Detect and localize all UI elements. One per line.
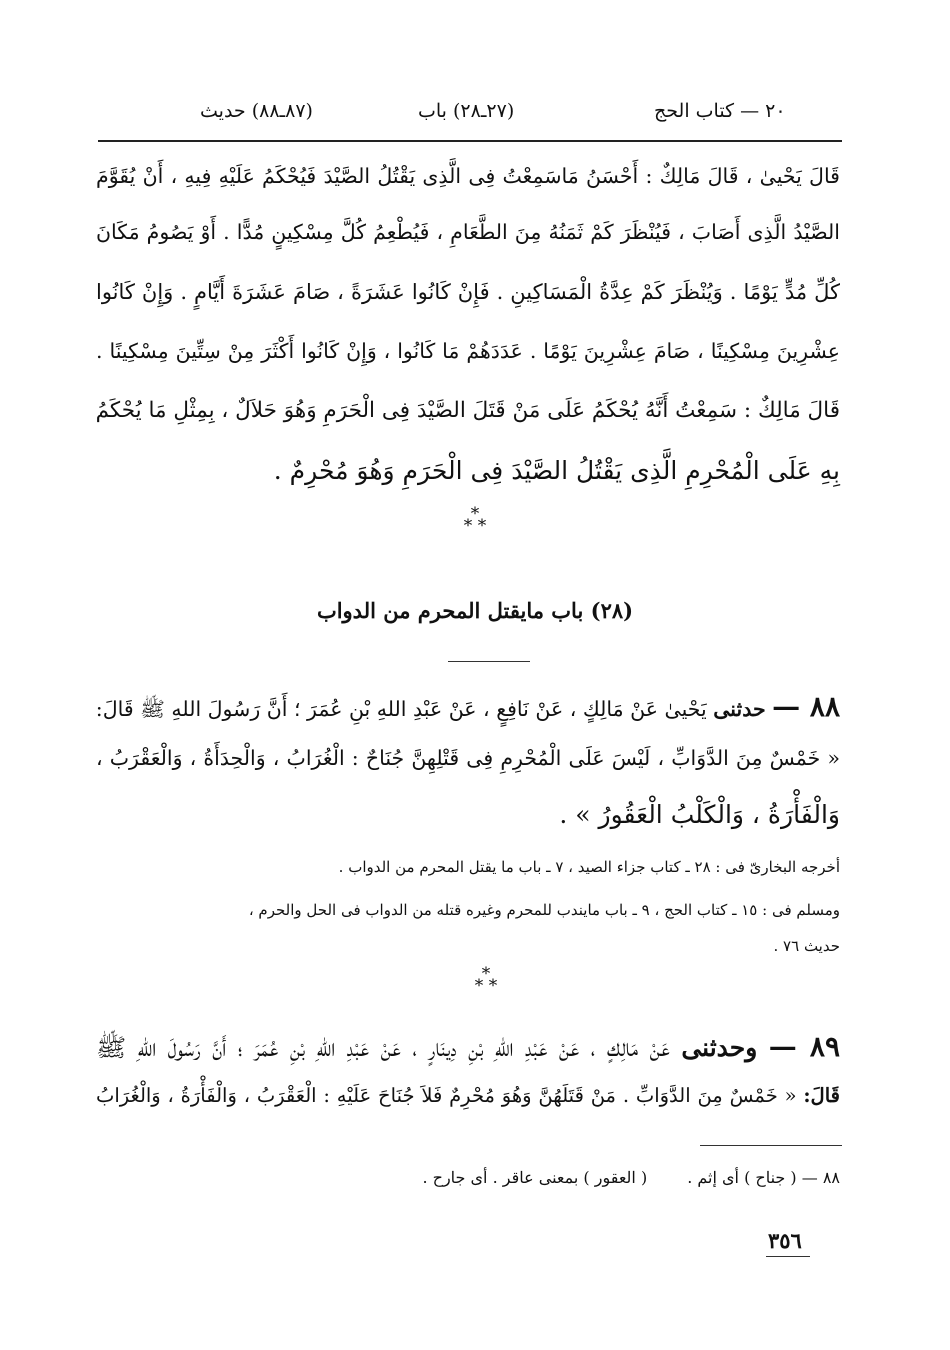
footnote xyxy=(422,1168,840,1187)
hadith-89-qala: قَالَ: xyxy=(803,1084,840,1107)
running-header-left: (٨٧ـ٨٨) حديث xyxy=(200,100,313,122)
page-number: ٣٥٦ xyxy=(768,1228,802,1253)
hadith-89-line-2 xyxy=(96,1084,840,1107)
takhrij-muslim-hadith-no: حديث ٧٦ . xyxy=(773,937,840,955)
running-header-center: (٢٧ـ٢٨) باب xyxy=(418,100,515,122)
hadith-88-isnad: يَحْيىٰ عَنْ مَالِكٍ ، عَنْ نَافِعٍ ، عَنْ عَبْدِ اللهِ بْنِ عُمَرَ ؛ أَنَّ رَسُولَ اللهِ ﷺ قَالَ: xyxy=(95,697,707,721)
hadith-89-matn: « خَمْسٌ مِنَ الدَّوَابِّ . مَنْ قَتَلَهُنَّ وَهُوَ مُحْرِمٌ فَلاَ جُنَاحَ عَلَيْهِ : الْعَقْرَبُ ، وَالْفَأْرَةُ ، وَالْغُرَابُ xyxy=(96,1084,797,1107)
footnote-janah: ٨٨ — ( جناح ) أى إثم . xyxy=(687,1168,840,1187)
chapter-title: (٢٨) باب مايقتل المحرم من الدواب xyxy=(316,598,634,623)
intro-line-2: الصَّيْدُ الَّذِى أَصَابَ ، فَيُنْظَرَ كَمْ ثَمَنُهُ مِنَ الطَّعَامِ ، فَيُطْعِمُ كُلَّ مِسْكِينٍ مُدًّا . أَوْ يَصُومُ مَكَانَ xyxy=(96,220,840,244)
hadith-89-isnad: عَنْ مَالِكٍ ، عَنْ عَبْدِ اللهِ بْنِ دِينَارٍ ، عَنْ عَبْدِ اللهِ بْنِ عُمَرَ ؛ أَنَّ رَسُولَ اللهِ ﷺ xyxy=(96,1033,670,1062)
hadith-88-lead-word: حدثنى xyxy=(713,697,766,721)
hadith-88-number: ٨٨ — xyxy=(772,690,840,723)
intro-line-3: كُلِّ مُدٍّ يَوْمًا . وَيُنْظَرَ كَمْ عِدَّةُ الْمَسَاكِينِ . فَإِنْ كَانُوا عَشَرَةً ، صَامَ عَشَرَةَ أَيَّامٍ . وَإِنْ كَانُوا xyxy=(96,280,840,304)
takhrij-muslim: ومسلم فى : ١٥ ـ كتاب الحج ، ٩ ـ باب مايندب للمحرم وغيره قتله من الدواب فى الحل والحرم ، xyxy=(248,901,840,919)
chapter-title-rule xyxy=(448,661,530,662)
hadith-89-line-1 xyxy=(96,1030,840,1069)
hadith-88-line-2: « خَمْسٌ مِنَ الدَّوَابِّ ، لَيْسَ عَلَى الْمُحْرِمِ فِى قَتْلِهِنَّ جُنَاحٌ : الْغُرَابُ ، وَالْحِدَأَةُ ، وَالْعَقْرَبُ ، xyxy=(96,746,840,770)
takhrij-bukhari: أخرجه البخارىّ فى : ٢٨ ـ كتاب جزاء الصيد ، ٧ ـ باب ما يقتل المحرم من الدواب . xyxy=(338,858,840,876)
hadith-89-lead-word: وحدثنى xyxy=(681,1033,758,1062)
intro-line-5: قَالَ مَالِكٌ : سَمِعْتُ أَنَّهُ يُحْكَمُ عَلَى مَنْ قَتَلَ الصَّيْدَ فِى الْحَرَمِ وَهُوَ حَلاَلٌ ، بِمِثْلِ مَا يُحْكَمُ xyxy=(95,398,840,423)
hadith-88-line-1 xyxy=(96,690,840,727)
hadith-88-line-3: وَالْفَأْرَةُ ، وَالْكَلْبُ الْعَقُورُ » . xyxy=(559,800,840,829)
section-separator: * * * xyxy=(463,504,487,536)
footnote-rule xyxy=(700,1145,842,1146)
hadith-separator: * * * xyxy=(474,964,498,996)
page-number-rule xyxy=(766,1256,810,1257)
hadith-89-number: ٨٩ — xyxy=(768,1030,840,1063)
intro-line-4: عِشْرِينَ مِسْكِينًا ، صَامَ عِشْرِينَ يَوْمًا . عَدَدَهُمْ مَا كَانُوا ، وَإِنْ كَانُوا أَكْثَرَ مِنْ سِتِّينَ مِسْكِينًا . xyxy=(96,339,840,363)
footnote-aqur: ( العقور ) بمعنى عاقر . أى جارح . xyxy=(422,1168,648,1187)
intro-line-1: قَالَ يَحْيىٰ ، قَالَ مَالِكٌ : أَحْسَنُ مَاسَمِعْتُ فِى الَّذِى يَقْتُلُ الصَّيْدَ فَيُحْكَمُ عَلَيْهِ فِيهِ ، أَنْ يُقَوَّمَ xyxy=(96,164,840,188)
intro-line-6: بِهِ عَلَى الْمُحْرِمِ الَّذِى يَقْتُلُ الصَّيْدَ فِى الْحَرَمِ وَهُوَ مُحْرِمٌ . xyxy=(273,456,840,485)
header-rule xyxy=(98,140,842,142)
running-header-right: ٢٠ — كتاب الحج xyxy=(654,100,786,122)
